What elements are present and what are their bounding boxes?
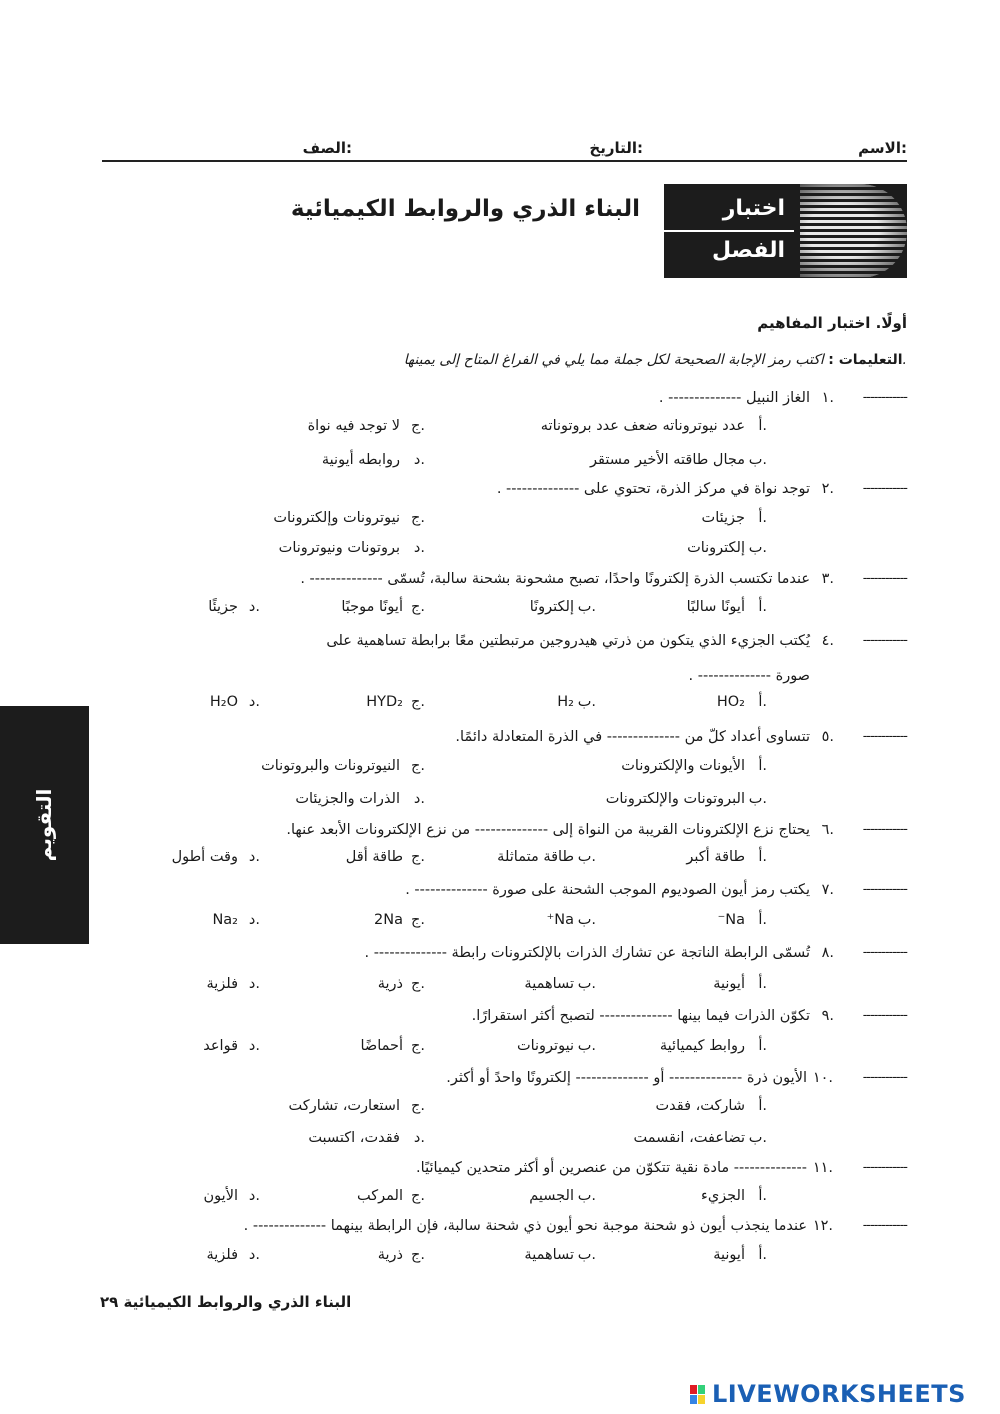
question-number: ١. <box>821 390 834 406</box>
option-letter: أ. <box>758 1038 767 1054</box>
option-letter: ج. <box>411 1098 425 1114</box>
question-text: توجد نواة في مركز الذرة، تحتوي على -------------- . <box>496 481 810 497</box>
option-letter: ب. <box>577 849 596 865</box>
question-text: عندما تكتسب الذرة إلكترونًا واحدًا، تصبح مشحونة بشحنة سالبة، تُسمّى -------------- . <box>300 571 810 587</box>
option-text: تساهمية <box>524 976 574 992</box>
option-letter: ب. <box>577 1038 596 1054</box>
question-text: تتساوى أعداد كلّ من -------------- في الذرة المتعادلة دائمًا. <box>455 729 810 745</box>
liveworksheets-logo-icon <box>690 1385 706 1405</box>
option-letter: ج. <box>411 1247 425 1263</box>
option-letter: ج. <box>411 912 425 928</box>
option-text: النيوترونات والبروتونات <box>261 758 400 774</box>
answer-blank: ------------ <box>862 882 907 897</box>
option-text: H₂O <box>209 694 238 710</box>
answer-blank: ------------ <box>862 1008 907 1023</box>
option-letter: ج. <box>411 1038 425 1054</box>
option-text: تضاعفت، انقسمت <box>633 1130 745 1146</box>
option-letter: د. <box>248 1247 260 1263</box>
option-letter: ج. <box>411 510 425 526</box>
answer-blank: ------------ <box>862 571 907 586</box>
option-text: ذرية <box>377 976 403 992</box>
answer-blank: ------------ <box>862 1070 907 1085</box>
answer-blank: ------------ <box>862 945 907 960</box>
question-number: ٨. <box>821 945 834 961</box>
option-letter: ب. <box>577 1188 596 1204</box>
option-letter: أ. <box>758 1098 767 1114</box>
option-text: جزيئات <box>701 510 745 526</box>
badge-divider <box>664 230 794 232</box>
option-text: أيونًا موجبًا <box>341 599 403 615</box>
option-text: 2Na <box>374 912 403 928</box>
option-letter: أ. <box>758 1188 767 1204</box>
badge-line-1: اختبار <box>722 196 785 221</box>
page-footer: البناء الذري والروابط الكيميائية ٢٩ <box>100 1293 352 1311</box>
name-label: الاسم: <box>858 139 907 157</box>
option-text: نيوترونات <box>516 1038 574 1054</box>
option-letter: أ. <box>758 1247 767 1263</box>
option-text: ذرية <box>377 1247 403 1263</box>
option-letter: أ. <box>758 510 767 526</box>
badge-line-2: الفصل <box>712 238 785 263</box>
instructions-text: اكتب رمز الإجابة الصحيحة لكل جملة مما يلي في الفراغ المتاح إلى يمينها. <box>403 352 907 368</box>
option-text: طاقة أقل <box>345 849 403 865</box>
option-text: الجسيم <box>529 1188 574 1204</box>
option-letter: د. <box>248 599 260 615</box>
option-letter: أ. <box>758 849 767 865</box>
option-text: نيوترونات وإلكترونات <box>273 510 400 526</box>
option-text: تساهمية <box>524 1247 574 1263</box>
option-letter: ب. <box>577 976 596 992</box>
option-letter: د. <box>413 540 425 556</box>
option-text: إلكترونًا <box>529 599 574 615</box>
option-text: فقدت، اكتسبت <box>308 1130 400 1146</box>
date-label: التاريخ: <box>589 139 643 157</box>
option-letter: أ. <box>758 976 767 992</box>
option-letter: د. <box>413 791 425 807</box>
option-text: بروتونات ونيوترونات <box>278 540 400 556</box>
watermark: LIVEWORKSHEETS <box>712 1380 966 1408</box>
option-text: الأيون <box>203 1188 238 1204</box>
answer-blank: ------------ <box>862 729 907 744</box>
answer-blank: ------------ <box>862 481 907 496</box>
option-text: الأيونات والإلكترونات <box>621 758 745 774</box>
option-letter: ب. <box>577 912 596 928</box>
option-text: H₂ <box>557 694 574 710</box>
question-number: ٣. <box>821 571 834 587</box>
option-letter: ب. <box>748 791 767 807</box>
option-letter: د. <box>248 1038 260 1054</box>
option-text: الذرات والجزيئات <box>295 791 400 807</box>
option-letter: أ. <box>758 694 767 710</box>
option-text: أيونية <box>713 976 745 992</box>
option-text: طاقة أكبر <box>686 849 745 865</box>
option-text: الجزيء <box>701 1188 745 1204</box>
option-text: وقت أطول <box>171 849 238 865</box>
question-number: ١٠. <box>812 1070 833 1086</box>
option-text: فلزية <box>206 1247 238 1263</box>
option-text: البروتونات والإلكترونات <box>605 791 745 807</box>
question-text: يكتب رمز أيون الصوديوم الموجب الشحنة على صورة -------------- . <box>405 882 810 898</box>
option-text: أحماضًا <box>360 1038 403 1054</box>
option-letter: ب. <box>577 694 596 710</box>
option-letter: ج. <box>411 976 425 992</box>
question-text: الغاز النبيل -------------- . <box>658 390 810 406</box>
option-letter: ب. <box>748 1130 767 1146</box>
question-text: تُسمّى الرابطة الناتجة عن تشارك الذرات بالإلكترونات رابطة -------------- . <box>364 945 810 961</box>
option-text: HO₂ <box>716 694 745 710</box>
question-text: الأيون ذرة -------------- أو -------------- إلكترونًا واحدً أو أكثر. <box>446 1070 807 1086</box>
option-text: Na⁻ <box>717 912 745 928</box>
option-letter: ج. <box>411 599 425 615</box>
question-number: ٩. <box>821 1008 834 1024</box>
option-text: Na⁺ <box>546 912 574 928</box>
option-letter: د. <box>248 976 260 992</box>
question-number: ١١. <box>812 1160 833 1176</box>
question-number: ٧. <box>821 882 834 898</box>
option-text: المركب <box>357 1188 403 1204</box>
option-letter: د. <box>248 849 260 865</box>
option-letter: أ. <box>758 758 767 774</box>
option-text: أيونية <box>713 1247 745 1263</box>
option-letter: ب. <box>748 452 767 468</box>
option-letter: أ. <box>758 599 767 615</box>
answer-blank: ------------ <box>862 1218 907 1233</box>
answer-blank: ------------ <box>862 390 907 405</box>
option-letter: ج. <box>411 758 425 774</box>
option-letter: أ. <box>758 418 767 434</box>
option-letter: ج. <box>411 849 425 865</box>
option-text: أيونًا سالبًا <box>686 599 745 615</box>
option-letter: د. <box>413 452 425 468</box>
class-label: الصف: <box>302 139 352 157</box>
option-text: مجال طاقته الأخير مستقر <box>590 452 745 468</box>
option-text: فلزية <box>206 976 238 992</box>
question-text: عندما ينجذب أيون ذو شحنة موجبة نحو أيون ذي شحنة سالبة، فإن الرابطة بينهما -------------- . <box>243 1218 807 1234</box>
question-number: ٥. <box>821 729 834 745</box>
instructions-label: التعليمات : <box>828 352 903 368</box>
badge-disc-graphic <box>800 184 907 278</box>
answer-blank: ------------ <box>862 1160 907 1175</box>
option-text: روابط كيميائية <box>659 1038 745 1054</box>
question-number: ١٢. <box>812 1218 833 1234</box>
option-text: قواعد <box>203 1038 238 1054</box>
option-text: HYD₂ <box>366 694 403 710</box>
question-text: -------------- مادة نقية تتكوّن من عنصرين أو أكثر متحدين كيميائيًا. <box>416 1160 807 1176</box>
answer-blank: ------------ <box>862 822 907 837</box>
option-letter: د. <box>248 912 260 928</box>
question-number: ٢. <box>821 481 834 497</box>
question-number: ٦. <box>821 822 834 838</box>
question-text: تكوّن الذرات فيما بينها -------------- لتصبح أكثر استقرارًا. <box>471 1008 810 1024</box>
side-tab-label: التقويم <box>32 788 56 862</box>
option-text: Na₂ <box>212 912 238 928</box>
option-letter: د. <box>248 1188 260 1204</box>
question-number: ٤. <box>821 633 834 649</box>
option-letter: ب. <box>577 1247 596 1263</box>
option-text: لا توجد فيه نواة <box>307 418 400 434</box>
question-text: يحتاج نزع الإلكترونات القريبة من النواة إلى -------------- من نزع الإلكترونات الأبعد عنها. <box>286 822 810 838</box>
page-title: البناء الذري والروابط الكيميائية <box>290 196 640 222</box>
header-rule <box>102 160 907 162</box>
option-text: طاقة متماثلة <box>497 849 574 865</box>
option-letter: ج. <box>411 694 425 710</box>
option-text: عدد نيوتروناته ضعف عدد بروتوناته <box>540 418 745 434</box>
answer-blank: ------------ <box>862 633 907 648</box>
option-text: جزيئًا <box>208 599 238 615</box>
option-letter: ب. <box>577 599 596 615</box>
section-heading: أولًا. اختبار المفاهيم <box>757 314 907 332</box>
question-text-continued: صورة -------------- . <box>688 668 810 684</box>
option-text: شاركت، فقدت <box>655 1098 745 1114</box>
option-letter: أ. <box>758 912 767 928</box>
option-text: روابطه أيونية <box>321 452 400 468</box>
option-letter: ج. <box>411 1188 425 1204</box>
option-letter: ج. <box>411 418 425 434</box>
option-letter: ب. <box>748 540 767 556</box>
option-text: إلكترونات <box>687 540 745 556</box>
option-letter: د. <box>413 1130 425 1146</box>
option-letter: د. <box>248 694 260 710</box>
option-text: استعارت، تشاركت <box>288 1098 400 1114</box>
question-text: يُكتب الجزيء الذي يتكون من ذرتي هيدروجين مرتبطتين معًا برابطة تساهمية على <box>326 633 810 649</box>
instructions <box>404 352 907 368</box>
